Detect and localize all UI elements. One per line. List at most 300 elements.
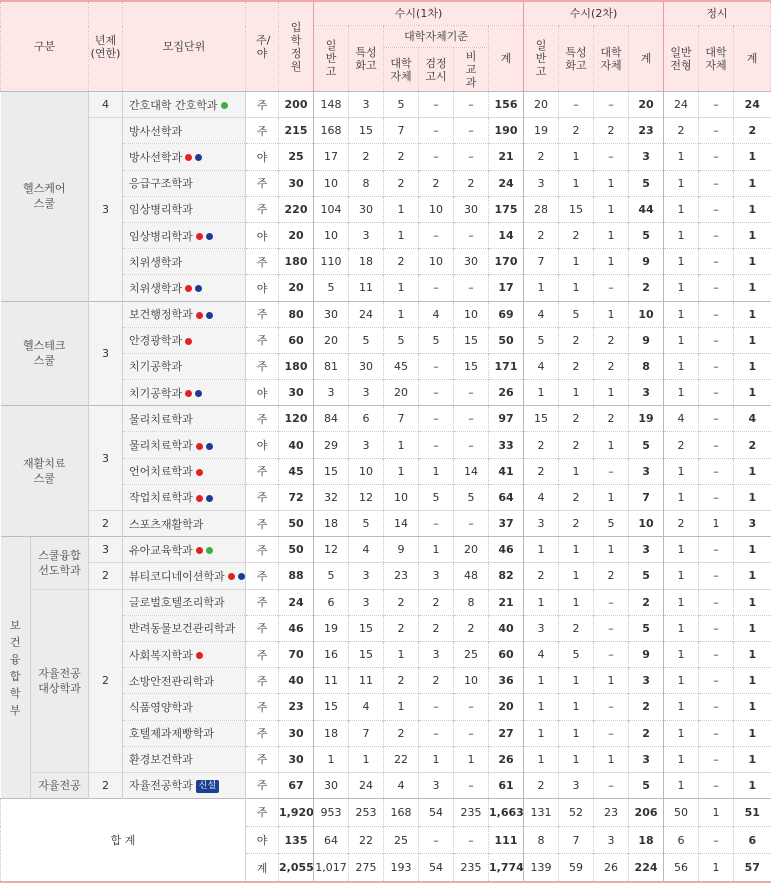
- header-s1-ged: 검정 고시: [419, 48, 454, 92]
- value-cell: 30: [314, 301, 349, 327]
- value-cell: –: [699, 380, 734, 406]
- value-cell: 3: [349, 222, 384, 248]
- value-cell: –: [594, 92, 629, 118]
- value-cell: –: [699, 694, 734, 720]
- years-cell: 3: [89, 118, 123, 301]
- value-cell: 1,017: [314, 854, 349, 882]
- value-cell: 2: [629, 275, 664, 301]
- value-cell: –: [699, 432, 734, 458]
- blue-dot-icon: [206, 312, 213, 319]
- value-cell: 21: [489, 589, 524, 615]
- value-cell: 1: [314, 746, 349, 772]
- header-s1-univ: 대학자체기준: [384, 26, 489, 48]
- value-cell: 52: [559, 799, 594, 827]
- unit-name: 간호대학 간호학과: [129, 98, 218, 112]
- value-cell: 1: [664, 196, 699, 222]
- value-cell: –: [419, 380, 454, 406]
- unit-cell: [123, 196, 246, 222]
- unit-name: 치기공학과: [129, 360, 183, 374]
- value-cell: 4: [524, 353, 559, 379]
- value-cell: 3: [349, 432, 384, 458]
- value-cell: 3: [734, 511, 771, 537]
- value-cell: 50: [664, 799, 699, 827]
- table-row: [1, 406, 771, 432]
- value-cell: 15: [524, 406, 559, 432]
- capacity-cell: 67: [279, 772, 314, 798]
- value-cell: 30: [349, 196, 384, 222]
- value-cell: 7: [384, 406, 419, 432]
- value-cell: 44: [629, 196, 664, 222]
- unit-name: 호텔제과제빵학과: [129, 727, 215, 741]
- value-cell: –: [454, 511, 489, 537]
- unit-cell: [123, 301, 246, 327]
- value-cell: –: [454, 380, 489, 406]
- unit-name: 물리치료학과: [129, 439, 193, 453]
- value-cell: 2: [384, 668, 419, 694]
- value-cell: 2: [629, 589, 664, 615]
- value-cell: 3: [629, 380, 664, 406]
- unit-cell: [123, 772, 246, 798]
- header-s1-univ-self: 대학 자체: [384, 48, 419, 92]
- value-cell: 8: [524, 826, 559, 854]
- value-cell: 2: [559, 406, 594, 432]
- value-cell: 1: [384, 458, 419, 484]
- value-cell: 1: [734, 380, 771, 406]
- value-cell: 10: [419, 249, 454, 275]
- value-cell: 2: [559, 118, 594, 144]
- value-cell: 1: [594, 432, 629, 458]
- value-cell: 2: [524, 563, 559, 589]
- value-cell: 22: [384, 746, 419, 772]
- value-cell: 253: [349, 799, 384, 827]
- unit-name: 작업치료학과: [129, 491, 193, 505]
- value-cell: 2: [664, 118, 699, 144]
- value-cell: 50: [489, 327, 524, 353]
- value-cell: –: [699, 563, 734, 589]
- capacity-cell: 72: [279, 484, 314, 510]
- value-cell: 19: [524, 118, 559, 144]
- value-cell: 4: [419, 301, 454, 327]
- shift-cell: 주: [246, 301, 279, 327]
- unit-name: 치기공학과: [129, 386, 183, 400]
- value-cell: –: [419, 720, 454, 746]
- value-cell: –: [594, 720, 629, 746]
- value-cell: 1: [594, 301, 629, 327]
- value-cell: 1: [594, 196, 629, 222]
- value-cell: 2: [594, 118, 629, 144]
- value-cell: 5: [454, 484, 489, 510]
- value-cell: 45: [384, 353, 419, 379]
- value-cell: 64: [489, 484, 524, 510]
- unit-cell: [123, 720, 246, 746]
- value-cell: 11: [349, 668, 384, 694]
- value-cell: 59: [559, 854, 594, 882]
- value-cell: –: [419, 353, 454, 379]
- value-cell: 224: [629, 854, 664, 882]
- unit-cell: [123, 641, 246, 667]
- value-cell: 2: [629, 720, 664, 746]
- capacity-cell: 2,055: [279, 854, 314, 882]
- value-cell: 2: [524, 432, 559, 458]
- green-dot-icon: [221, 102, 228, 109]
- value-cell: 19: [629, 406, 664, 432]
- value-cell: 15: [349, 641, 384, 667]
- shift-cell: 주: [246, 353, 279, 379]
- value-cell: 8: [454, 589, 489, 615]
- unit-name: 임상병리학과: [129, 203, 193, 217]
- value-cell: 2: [664, 511, 699, 537]
- value-cell: –: [454, 92, 489, 118]
- value-cell: 1: [594, 222, 629, 248]
- shift-cell: 주: [246, 772, 279, 798]
- value-cell: 14: [454, 458, 489, 484]
- value-cell: 1: [734, 720, 771, 746]
- value-cell: 9: [629, 249, 664, 275]
- unit-cell: [123, 432, 246, 458]
- value-cell: 156: [489, 92, 524, 118]
- value-cell: –: [594, 458, 629, 484]
- red-dot-icon: [196, 312, 203, 319]
- value-cell: 7: [559, 826, 594, 854]
- unit-name: 치위생학과: [129, 255, 183, 269]
- unit-cell: [123, 458, 246, 484]
- value-cell: 6: [734, 826, 771, 854]
- value-cell: 275: [349, 854, 384, 882]
- capacity-cell: 20: [279, 222, 314, 248]
- value-cell: 1: [559, 249, 594, 275]
- value-cell: 1: [419, 746, 454, 772]
- value-cell: 2: [384, 170, 419, 196]
- shift-cell: 주: [246, 589, 279, 615]
- table-row: [1, 301, 771, 327]
- value-cell: 5: [594, 511, 629, 537]
- red-dot-icon: [196, 443, 203, 450]
- value-cell: 1: [524, 275, 559, 301]
- value-cell: 1: [664, 144, 699, 170]
- header-j-total: 계: [734, 26, 771, 92]
- value-cell: 235: [454, 854, 489, 882]
- value-cell: 1: [664, 484, 699, 510]
- unit-cell: [123, 275, 246, 301]
- unit-name: 방사선학과: [129, 124, 183, 138]
- value-cell: 1: [559, 275, 594, 301]
- value-cell: –: [419, 275, 454, 301]
- header-capacity: 입학정원: [279, 1, 314, 92]
- value-cell: 3: [629, 668, 664, 694]
- red-dot-icon: [196, 652, 203, 659]
- unit-cell: [123, 118, 246, 144]
- value-cell: 25: [384, 826, 419, 854]
- value-cell: 19: [314, 615, 349, 641]
- value-cell: 2: [384, 720, 419, 746]
- value-cell: 4: [524, 484, 559, 510]
- category-label: 스쿨융합 선도학과: [31, 537, 89, 589]
- years-cell: 4: [89, 92, 123, 118]
- value-cell: 1: [594, 170, 629, 196]
- capacity-cell: 1,920: [279, 799, 314, 827]
- header-susi2: 수시(2차): [524, 1, 664, 26]
- table-row: [1, 563, 771, 589]
- unit-name: 반려동물보건관리학과: [129, 622, 236, 636]
- value-cell: 9: [629, 641, 664, 667]
- value-cell: 5: [384, 92, 419, 118]
- shift-cell: 주: [246, 249, 279, 275]
- value-cell: 1: [419, 458, 454, 484]
- value-cell: 2: [594, 563, 629, 589]
- value-cell: 5: [314, 275, 349, 301]
- value-cell: 9: [629, 327, 664, 353]
- value-cell: 10: [349, 458, 384, 484]
- value-cell: –: [454, 826, 489, 854]
- value-cell: 11: [349, 275, 384, 301]
- value-cell: –: [699, 458, 734, 484]
- value-cell: 10: [314, 222, 349, 248]
- value-cell: 14: [489, 222, 524, 248]
- value-cell: 23: [594, 799, 629, 827]
- table-row: [1, 589, 771, 615]
- value-cell: –: [594, 772, 629, 798]
- capacity-cell: 220: [279, 196, 314, 222]
- value-cell: 1: [664, 458, 699, 484]
- value-cell: 3: [524, 511, 559, 537]
- value-cell: –: [419, 118, 454, 144]
- table-header: [1, 1, 771, 92]
- value-cell: 5: [559, 641, 594, 667]
- value-cell: 3: [419, 772, 454, 798]
- value-cell: 953: [314, 799, 349, 827]
- value-cell: 21: [489, 144, 524, 170]
- unit-name: 뷰티코디네이션학과: [129, 569, 225, 583]
- value-cell: 1: [384, 641, 419, 667]
- value-cell: 1: [734, 641, 771, 667]
- value-cell: 5: [349, 511, 384, 537]
- shift-cell: 주: [246, 458, 279, 484]
- value-cell: 1: [664, 275, 699, 301]
- capacity-cell: 23: [279, 694, 314, 720]
- shift-cell: 주: [246, 720, 279, 746]
- value-cell: 24: [489, 170, 524, 196]
- value-cell: 3: [349, 563, 384, 589]
- table-row: [1, 511, 771, 537]
- value-cell: 20: [454, 537, 489, 563]
- value-cell: 24: [349, 772, 384, 798]
- blue-dot-icon: [238, 573, 245, 580]
- value-cell: 3: [559, 772, 594, 798]
- value-cell: 1: [734, 589, 771, 615]
- value-cell: 2: [384, 589, 419, 615]
- header-susi1: 수시(1차): [314, 1, 524, 26]
- table-row: [1, 772, 771, 798]
- value-cell: –: [699, 641, 734, 667]
- value-cell: 30: [454, 196, 489, 222]
- unit-cell: [123, 746, 246, 772]
- value-cell: –: [699, 170, 734, 196]
- value-cell: 26: [489, 380, 524, 406]
- shift-cell: 야: [246, 380, 279, 406]
- value-cell: 5: [419, 327, 454, 353]
- value-cell: –: [454, 694, 489, 720]
- value-cell: 26: [489, 746, 524, 772]
- value-cell: 5: [629, 563, 664, 589]
- header-s1-noncurr: 비교과: [454, 48, 489, 92]
- value-cell: –: [699, 196, 734, 222]
- capacity-cell: 24: [279, 589, 314, 615]
- header-jeongsi: 정시: [664, 1, 771, 26]
- value-cell: 24: [664, 92, 699, 118]
- value-cell: 41: [489, 458, 524, 484]
- value-cell: 2: [594, 406, 629, 432]
- value-cell: 2: [384, 144, 419, 170]
- value-cell: –: [699, 615, 734, 641]
- capacity-cell: 30: [279, 380, 314, 406]
- value-cell: 30: [349, 353, 384, 379]
- value-cell: 1: [524, 589, 559, 615]
- value-cell: 54: [419, 854, 454, 882]
- unit-cell: [123, 511, 246, 537]
- value-cell: 1: [664, 249, 699, 275]
- value-cell: –: [699, 353, 734, 379]
- value-cell: –: [419, 694, 454, 720]
- value-cell: 14: [384, 511, 419, 537]
- table-row: [1, 92, 771, 118]
- value-cell: –: [419, 432, 454, 458]
- value-cell: 1: [524, 694, 559, 720]
- value-cell: 1: [664, 641, 699, 667]
- value-cell: 1: [594, 746, 629, 772]
- value-cell: 30: [454, 249, 489, 275]
- value-cell: 6: [664, 826, 699, 854]
- unit-cell: [123, 170, 246, 196]
- value-cell: 2: [629, 694, 664, 720]
- value-cell: 33: [489, 432, 524, 458]
- value-cell: –: [699, 589, 734, 615]
- value-cell: 4: [524, 641, 559, 667]
- value-cell: 15: [454, 327, 489, 353]
- capacity-cell: 20: [279, 275, 314, 301]
- value-cell: –: [594, 275, 629, 301]
- value-cell: 7: [524, 249, 559, 275]
- value-cell: 2: [419, 170, 454, 196]
- value-cell: 1: [734, 668, 771, 694]
- value-cell: –: [594, 615, 629, 641]
- value-cell: 1: [734, 196, 771, 222]
- value-cell: 1: [664, 746, 699, 772]
- blue-dot-icon: [206, 443, 213, 450]
- header-s1-general: 일반고: [314, 26, 349, 92]
- shift-cell: 계: [246, 854, 279, 882]
- value-cell: 82: [489, 563, 524, 589]
- value-cell: 1: [559, 563, 594, 589]
- unit-cell: [123, 406, 246, 432]
- capacity-cell: 40: [279, 432, 314, 458]
- value-cell: 1: [664, 772, 699, 798]
- value-cell: 1: [524, 720, 559, 746]
- value-cell: 27: [489, 720, 524, 746]
- unit-name: 유아교육학과: [129, 543, 193, 557]
- value-cell: 10: [629, 511, 664, 537]
- shift-cell: 야: [246, 222, 279, 248]
- value-cell: 8: [629, 353, 664, 379]
- value-cell: 12: [314, 537, 349, 563]
- value-cell: 10: [454, 668, 489, 694]
- value-cell: 1: [559, 589, 594, 615]
- value-cell: 2: [524, 772, 559, 798]
- value-cell: 1: [664, 327, 699, 353]
- value-cell: 5: [629, 170, 664, 196]
- value-cell: –: [559, 92, 594, 118]
- value-cell: 1: [524, 380, 559, 406]
- red-dot-icon: [228, 573, 235, 580]
- header-s2-univ: 대학 자체: [594, 26, 629, 92]
- value-cell: 1: [384, 694, 419, 720]
- header-unit: 모집단위: [123, 1, 246, 92]
- value-cell: 1: [594, 249, 629, 275]
- value-cell: 26: [594, 854, 629, 882]
- value-cell: 7: [384, 118, 419, 144]
- value-cell: 1: [664, 222, 699, 248]
- unit-name: 스포츠재활학과: [129, 517, 204, 531]
- value-cell: 1: [419, 537, 454, 563]
- red-dot-icon: [185, 390, 192, 397]
- shift-cell: 주: [246, 641, 279, 667]
- value-cell: 11: [314, 668, 349, 694]
- value-cell: 190: [489, 118, 524, 144]
- value-cell: 8: [349, 170, 384, 196]
- value-cell: 1: [734, 484, 771, 510]
- value-cell: 10: [314, 170, 349, 196]
- value-cell: 18: [314, 511, 349, 537]
- value-cell: 2: [419, 615, 454, 641]
- value-cell: 2: [524, 222, 559, 248]
- value-cell: 56: [664, 854, 699, 882]
- value-cell: –: [454, 144, 489, 170]
- value-cell: –: [419, 406, 454, 432]
- unit-cell: [123, 694, 246, 720]
- value-cell: 28: [524, 196, 559, 222]
- value-cell: 1: [664, 537, 699, 563]
- value-cell: 2: [734, 432, 771, 458]
- value-cell: –: [419, 222, 454, 248]
- value-cell: 3: [419, 641, 454, 667]
- value-cell: 5: [629, 772, 664, 798]
- years-cell: 2: [89, 511, 123, 537]
- table-row: [1, 118, 771, 144]
- value-cell: 1: [734, 563, 771, 589]
- unit-name: 환경보건학과: [129, 753, 193, 767]
- value-cell: –: [419, 92, 454, 118]
- value-cell: 10: [454, 301, 489, 327]
- red-dot-icon: [185, 285, 192, 292]
- value-cell: 3: [629, 746, 664, 772]
- value-cell: 1: [384, 196, 419, 222]
- header-j-univ: 대학 자체: [699, 26, 734, 92]
- value-cell: 206: [629, 799, 664, 827]
- unit-cell: [123, 563, 246, 589]
- value-cell: 10: [629, 301, 664, 327]
- unit-name: 안경광학과: [129, 334, 183, 348]
- value-cell: 139: [524, 854, 559, 882]
- value-cell: –: [699, 222, 734, 248]
- value-cell: 170: [489, 249, 524, 275]
- value-cell: –: [699, 275, 734, 301]
- value-cell: –: [699, 301, 734, 327]
- value-cell: 1: [349, 746, 384, 772]
- section-label: 재활치료 스쿨: [1, 406, 89, 537]
- shift-cell: 야: [246, 275, 279, 301]
- value-cell: 23: [384, 563, 419, 589]
- value-cell: 1: [664, 170, 699, 196]
- header-s2-total: 계: [629, 26, 664, 92]
